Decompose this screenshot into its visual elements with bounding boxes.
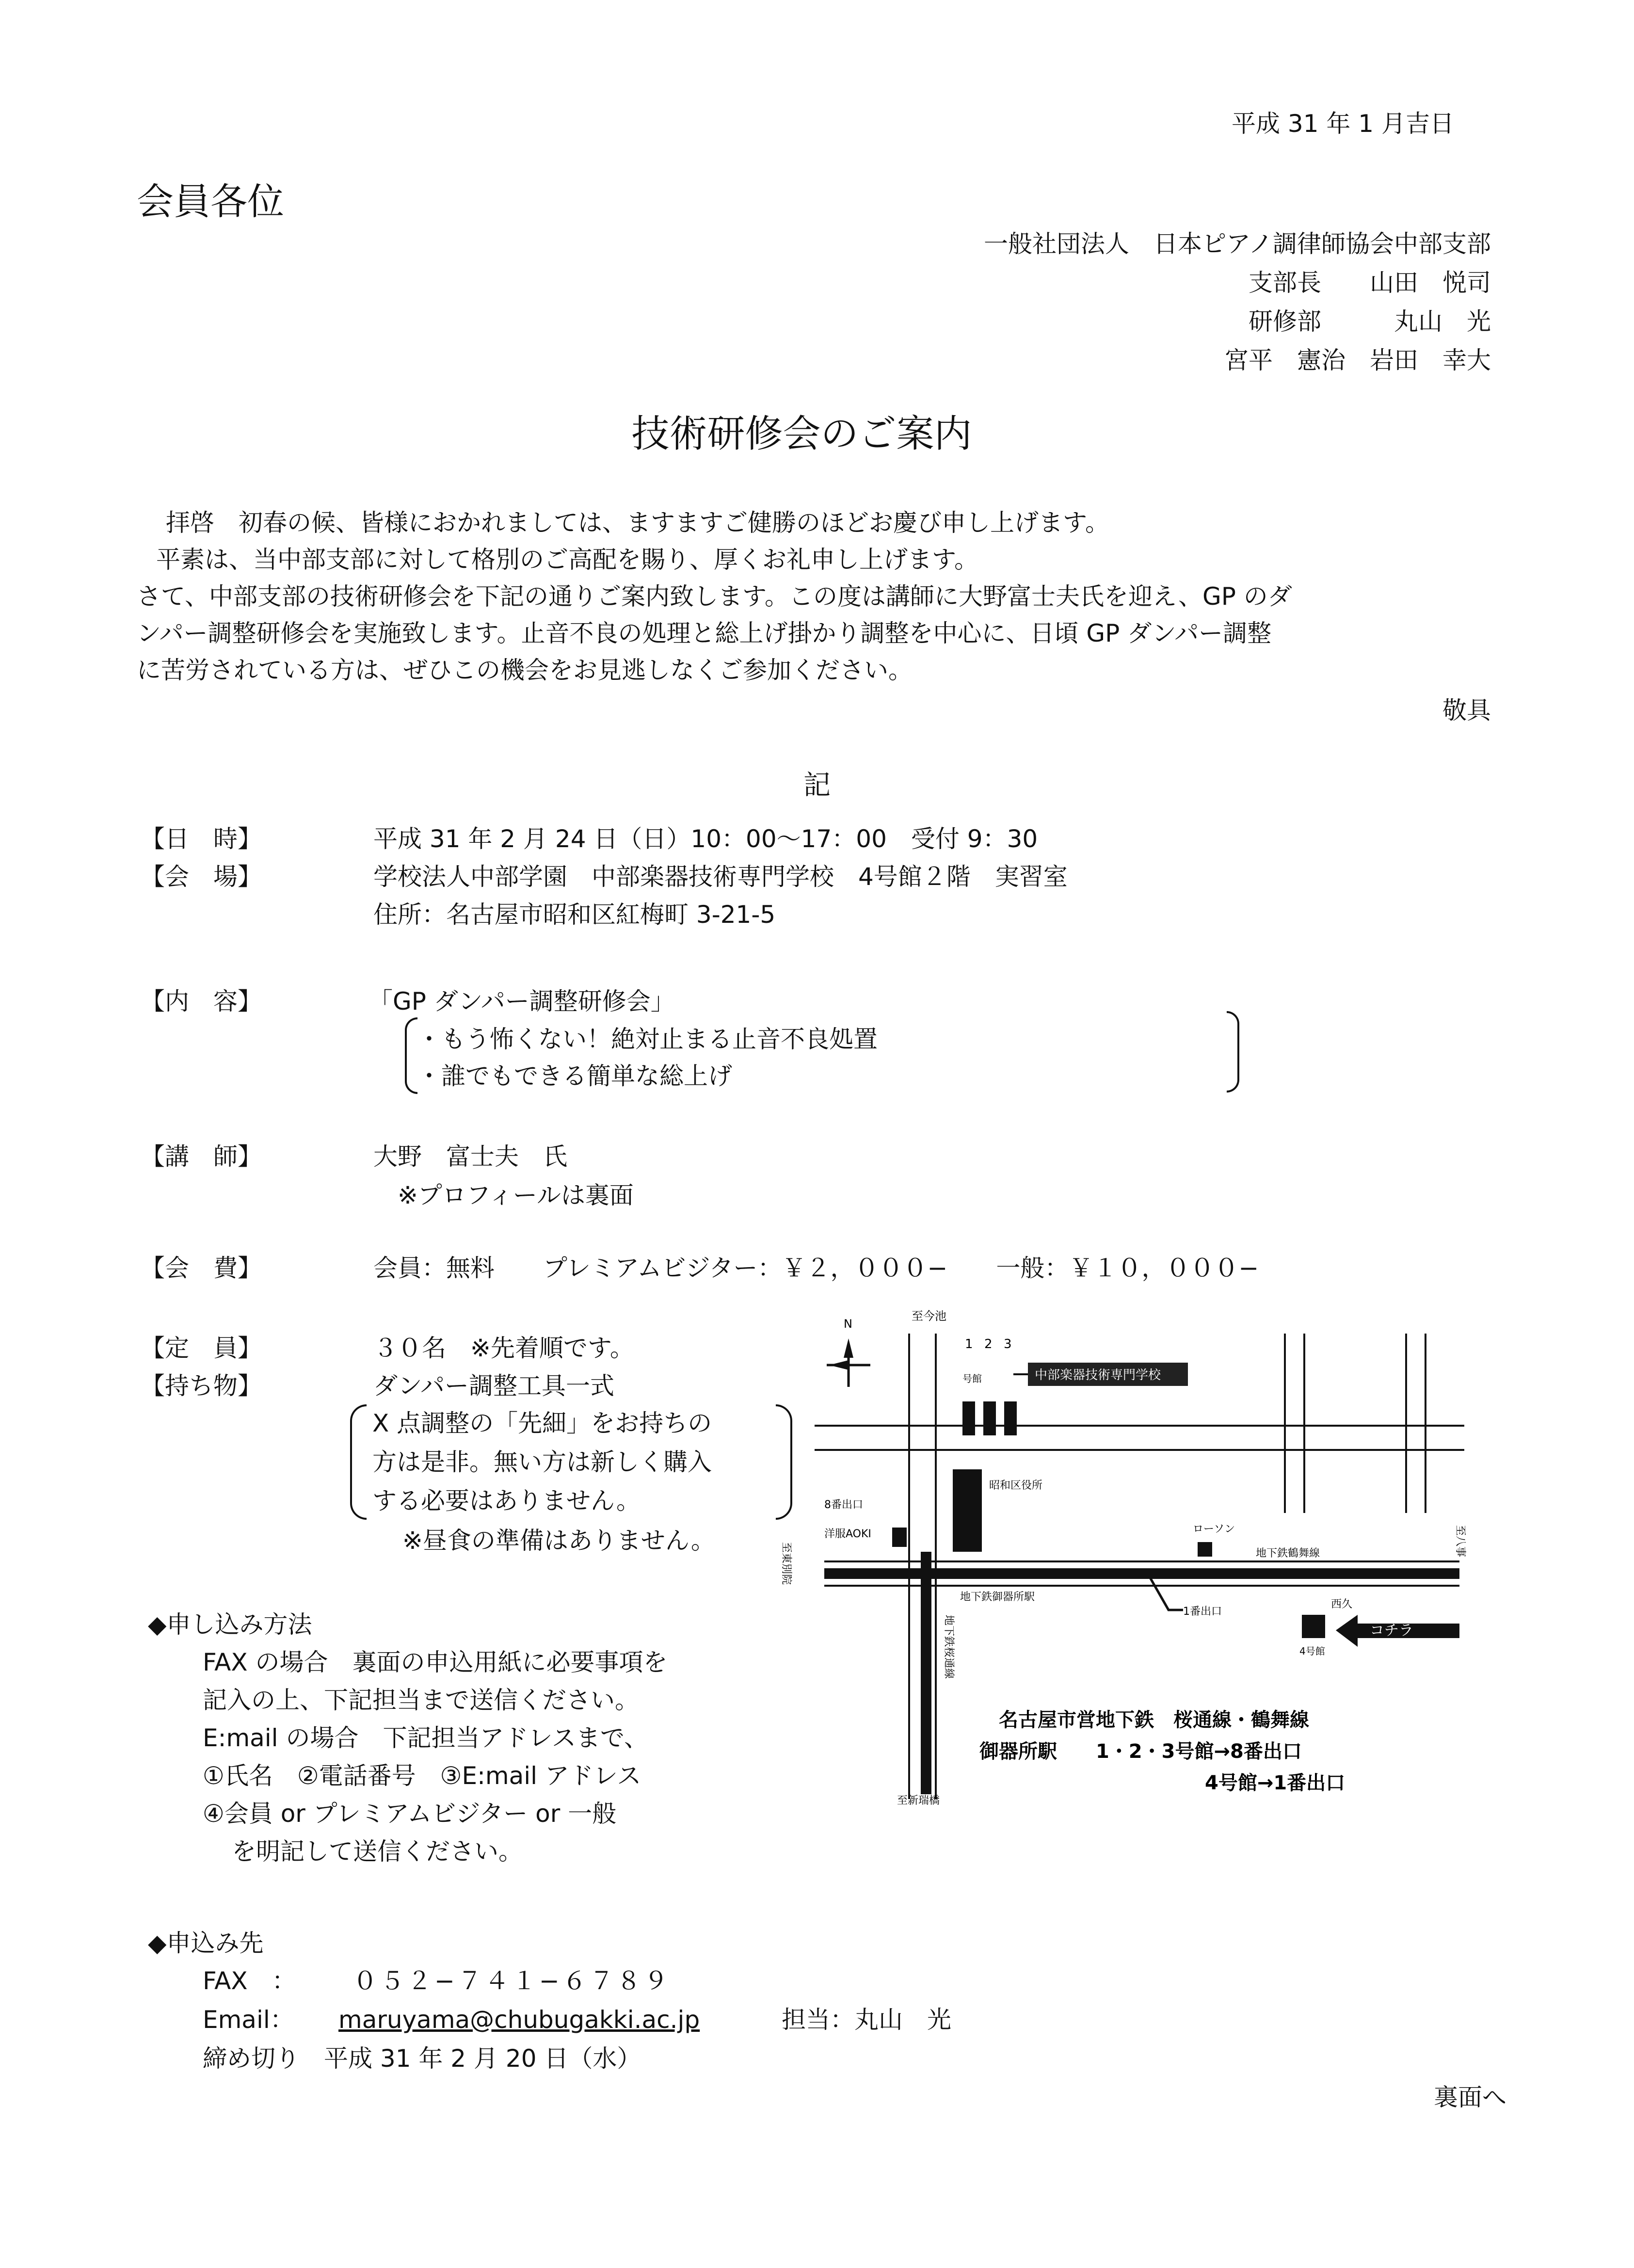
fee-value: 会員：無料 プレミアムビジター：￥２，０００− 一般：￥１０，０００− [373, 1254, 1259, 1282]
items-value: ダンパー調整工具一式 [373, 1372, 614, 1400]
lecturer-label: 【講 師】 [141, 1142, 262, 1171]
nishihisa-label: 西久 [1331, 1598, 1353, 1610]
content-bracket-right [1227, 1011, 1239, 1093]
map-caption-3: 4号館→1番出口 [1205, 1772, 1346, 1794]
vertical-line-label: 地下鉄桜通線 [943, 1615, 955, 1679]
document-title: 技術研修会のご案内 [631, 412, 972, 456]
north-arrow-icon [827, 1338, 870, 1387]
content-item-1: ・もう怖くない！絶対止まる止音不良処置 [417, 1025, 878, 1053]
station-label: 地下鉄御器所駅 [960, 1591, 1035, 1603]
apply-line-3: E:mail の場合 下記担当アドレスまで、 [203, 1724, 648, 1752]
training-dept: 研修部 丸山 光 [1249, 307, 1491, 336]
fax-number: ０５２−７４１−６７８９ [353, 1967, 671, 1995]
bldg-number-2: 2 [984, 1337, 993, 1351]
ward-office-block [953, 1469, 982, 1552]
exit8-label: 8番出口 [824, 1499, 863, 1511]
left-road-label: 至東別院 [780, 1542, 792, 1585]
announcement-line-3: に苦労されている方は、ぜひこの機会をお見逃しなくご参加ください。 [137, 656, 913, 684]
apply-heading: ◆申し込み方法 [148, 1610, 312, 1639]
announcement-line-1: さて、中部支部の技術研修会を下記の通りご案内致します。この度は講師に大野富士夫氏を迎え、GP のダ [137, 582, 1292, 611]
datetime-label: 【日 時】 [141, 825, 262, 853]
items-note-4: ※昼食の準備はありません。 [402, 1527, 715, 1555]
north-label: N [844, 1317, 852, 1331]
address-value: 住所：名古屋市昭和区紅梅町 3-21-5 [373, 901, 776, 929]
bldg-4-label: 4号館 [1299, 1645, 1325, 1657]
items-note-1: X 点調整の「先細」をお持ちの [372, 1409, 712, 1437]
items-note-2: 方は是非。無い方は新しく購入 [372, 1448, 712, 1476]
email-link[interactable]: maruyama@chubugakki.ac.jp [338, 2006, 700, 2034]
content-item-2: ・誰でもできる簡単な総上げ [417, 1062, 732, 1090]
apply-line-4: ①氏名 ②電話番号 ③E:mail アドレス [203, 1762, 641, 1790]
items-bracket-left [350, 1404, 367, 1520]
venue-label: 【会 場】 [141, 863, 262, 891]
contact-person: 担当：丸山 光 [782, 2006, 951, 2034]
bottom-road-label: 至新瑞橋 [897, 1795, 940, 1807]
here-arrow-label: コチラ [1370, 1622, 1413, 1639]
lecturer-note: ※プロフィールは裏面 [398, 1181, 634, 1209]
apply-line-1: FAX の場合 裏面の申込用紙に必要事項を [203, 1648, 668, 1676]
map-caption-1: 名古屋市営地下鉄 桜通線・鶴舞線 [999, 1709, 1309, 1731]
top-road-label: 至今池 [912, 1309, 946, 1323]
closing-word: 敬具 [1442, 696, 1491, 724]
see-reverse-note: 裏面へ [1434, 2083, 1506, 2111]
subway-line-label: 地下鉄鶴舞線 [1256, 1547, 1320, 1560]
ward-office-label: 昭和区役所 [989, 1480, 1043, 1492]
venue-value: 学校法人中部学園 中部楽器技術専門学校 4号館２階 実習室 [373, 863, 1068, 891]
apply-line-5: ④会員 or プレミアムビジター or 一般 [203, 1800, 617, 1828]
fax-label: FAX ： [203, 1967, 296, 1995]
school-label: 中部楽器技術専門学校 [1035, 1368, 1161, 1383]
announcement-line-2: ンパー調整研修会を実施致します。止音不良の処理と総上げ掛かり調整を中心に、日頃 GP ダンパー調整 [137, 619, 1272, 647]
content-label: 【内 容】 [141, 987, 262, 1015]
datetime-value: 平成 31 年 2 月 24 日（日）10：00～17：00 受付 9：30 [373, 825, 1038, 853]
lecturer-value: 大野 富士夫 氏 [373, 1142, 567, 1171]
bldg-number-1: 1 [965, 1337, 973, 1351]
bldg-1 [962, 1401, 975, 1435]
bldg-3 [1004, 1401, 1017, 1435]
ki-heading: 記 [803, 770, 831, 801]
right-road-label: 至八事 [1454, 1525, 1466, 1558]
content-title: 「GP ダンパー調整研修会」 [368, 987, 675, 1015]
content-bracket-left [405, 1017, 417, 1094]
here-arrow [1336, 1615, 1459, 1647]
exit1-label: 1番出口 [1183, 1606, 1222, 1618]
members: 宮平 憲治 岩田 幸大 [1224, 346, 1491, 374]
lawson-block [1198, 1542, 1212, 1557]
items-label: 【持ち物】 [141, 1372, 262, 1400]
bldg-4-block [1302, 1615, 1325, 1638]
organization: 一般社団法人 日本ピアノ調律師協会中部支部 [984, 230, 1491, 258]
bldg-number-3: 3 [1004, 1337, 1012, 1351]
email-label: Email： [203, 2006, 294, 2034]
lawson-label: ローソン [1193, 1523, 1235, 1535]
gratitude-paragraph: 平素は、当中部支部に対して格別のご高配を賜り、厚くお礼申し上げます。 [156, 546, 978, 574]
access-map [780, 1309, 1484, 1809]
items-bracket-right [776, 1404, 792, 1520]
bldg-2 [983, 1401, 996, 1435]
capacity-value: ３０名 ※先着順です。 [373, 1334, 634, 1362]
items-note-3: する必要はありません。 [372, 1487, 641, 1515]
document-date: 平成 31 年 1 月吉日 [1232, 110, 1455, 138]
aoki-block [892, 1528, 907, 1547]
recipient: 会員各位 [137, 180, 284, 223]
body-text [137, 504, 1504, 689]
apply-line-6: を明記して送信ください。 [232, 1837, 523, 1866]
deadline: 締め切り 平成 31 年 2 月 20 日（水） [203, 2044, 641, 2073]
fee-label: 【会 費】 [141, 1254, 262, 1282]
map-caption-2: 御器所駅 1・2・3号館→8番出口 [979, 1740, 1302, 1763]
branch-chief: 支部長 山田 悦司 [1249, 269, 1491, 297]
capacity-label: 【定 員】 [141, 1334, 262, 1362]
aoki-label: 洋服AOKI [824, 1528, 871, 1540]
apply-line-2: 記入の上、下記担当まで送信ください。 [203, 1686, 639, 1714]
greeting-paragraph: 拝啓 初春の候、皆様におかれましては、ますますご健勝のほどお慶び申し上げます。 [166, 509, 1109, 537]
contact-heading: ◆申込み先 [148, 1929, 264, 1957]
bldg-suffix: 号館 [962, 1373, 982, 1384]
